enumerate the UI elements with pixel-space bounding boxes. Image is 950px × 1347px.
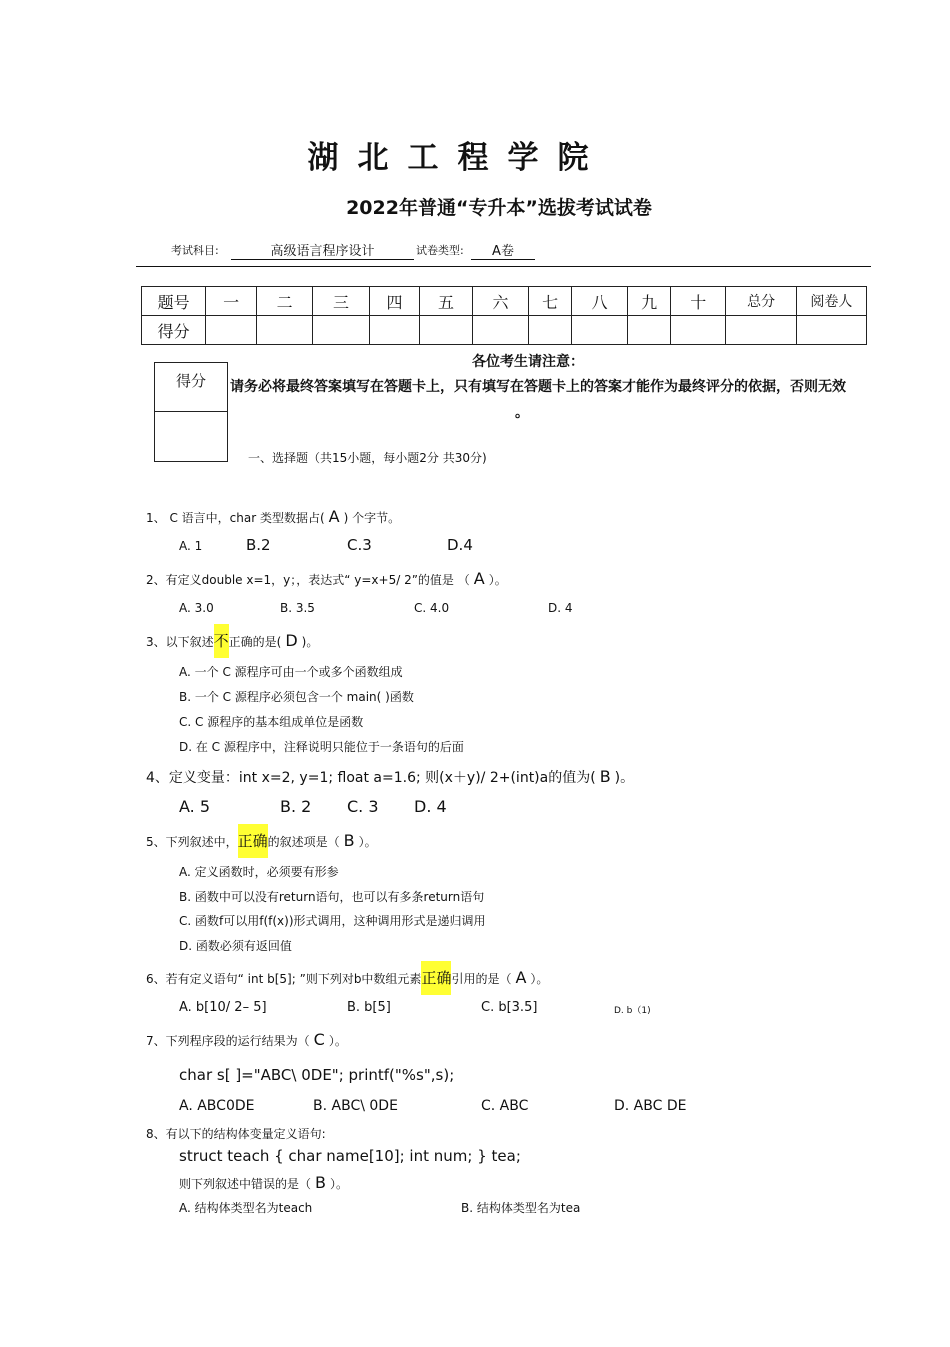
highlight-mark: 正确 (238, 824, 268, 858)
score-input-cell[interactable] (628, 316, 671, 345)
option-b: B. 一个 C 源程序必须包含一个 main( )函数 (179, 690, 414, 704)
question-text: 7、下列程序段的运行结果为（ (146, 1034, 310, 1048)
score-input-cell[interactable] (571, 316, 627, 345)
question-text: ）。 (488, 573, 507, 587)
question-3 (146, 630, 318, 651)
option-d: D. 4 (548, 601, 573, 615)
table-cell: 五 (420, 287, 473, 316)
question-1 (146, 507, 400, 526)
score-input-cell[interactable] (671, 316, 726, 345)
question-text: 引用的是（ (451, 972, 512, 986)
question-text: ）。 (330, 1177, 349, 1191)
exam-title: 2022年普通“专升本”选拔考试试卷 (346, 197, 652, 219)
question-text: )。 (614, 770, 635, 786)
notice-title: 各位考生请注意： (472, 354, 584, 370)
notice-end: 。 (515, 405, 529, 421)
option-c: C. ABC (481, 1098, 529, 1114)
answer-mark: D (285, 631, 298, 650)
question-text: ）。 (328, 1034, 347, 1048)
score-input-cell[interactable] (420, 316, 473, 345)
score-input-cell[interactable] (796, 316, 866, 345)
question-text: ）。 (358, 835, 377, 849)
option-d: D.4 (447, 536, 473, 554)
question-8: 8、有以下的结构体变量定义语句: (146, 1127, 326, 1141)
table-cell: 二 (256, 287, 312, 316)
table-cell: 一 (206, 287, 257, 316)
option-d: D. 在 C 源程序中，注释说明只能位于一条语句的后面 (179, 740, 464, 754)
paper-type-value: A卷 (471, 240, 535, 260)
score-input-cell[interactable] (369, 316, 420, 345)
score-table (141, 286, 867, 345)
option-a: A. b[10/ 2– 5] (179, 1000, 267, 1015)
question-text: 则下列叙述中错误的是（ (179, 1177, 312, 1191)
table-cell: 总分 (726, 287, 796, 316)
score-table-header-row (142, 287, 867, 316)
question-text: ）。 (530, 972, 549, 986)
option-a: A. 5 (179, 797, 211, 816)
table-cell: 题号 (142, 287, 206, 316)
option-b: B. 2 (280, 797, 312, 816)
table-cell: 阅卷人 (796, 287, 866, 316)
score-input-cell[interactable] (726, 316, 796, 345)
option-d: D. ABC DE (614, 1098, 687, 1114)
answer-mark: B (599, 767, 611, 786)
paper-type-label: 试卷类型: (416, 244, 464, 257)
score-input-cell[interactable] (206, 316, 257, 345)
header-rule (136, 266, 871, 267)
table-cell: 三 (313, 287, 369, 316)
answer-mark: A (515, 968, 527, 987)
question-6 (146, 967, 548, 988)
question-4 (146, 767, 634, 787)
section-score-box (154, 362, 228, 462)
score-input-cell[interactable] (313, 316, 369, 345)
table-cell: 十 (671, 287, 726, 316)
option-d: D. b（1) (614, 1006, 651, 1016)
question-7 (146, 1030, 347, 1049)
code-snippet: char s[ ]="ABC\ 0DE"; printf("%s",s); (179, 1066, 455, 1084)
answer-mark: B (343, 831, 355, 850)
code-snippet: struct teach { char name[10]; int num; } tea; (179, 1147, 521, 1165)
subject-label: 考试科目: (171, 244, 219, 257)
highlight-mark: 正确 (421, 961, 451, 995)
option-b: B. 结构体类型名为tea (461, 1201, 581, 1215)
option-a: A. 1 (179, 539, 203, 553)
option-c: C. C 源程序的基本组成单位是函数 (179, 715, 364, 729)
table-cell: 六 (472, 287, 528, 316)
option-d: D. 函数必须有返回值 (179, 939, 292, 953)
question-5 (146, 830, 377, 851)
score-input-cell[interactable] (529, 316, 572, 345)
table-cell: 四 (369, 287, 420, 316)
option-a: A. ABC0DE (179, 1098, 255, 1114)
option-b: B.2 (246, 536, 271, 554)
subject-value: 高级语言程序设计 (231, 240, 414, 260)
question-text: 6、若有定义语句“ int b[5]; ”则下列对b中数组元素 (146, 972, 422, 986)
question-2 (146, 569, 507, 588)
option-c: C. b[3.5] (481, 1000, 538, 1015)
school-title: 湖北工程学院 (307, 140, 608, 176)
option-a: A. 一个 C 源程序可由一个或多个函数组成 (179, 665, 403, 679)
option-c: C. 4.0 (414, 601, 450, 615)
option-a: A. 3.0 (179, 601, 214, 615)
table-cell: 得分 (142, 316, 206, 345)
question-text: 正确的是( (228, 635, 282, 649)
question-8-sub (179, 1173, 348, 1192)
option-b: B. b[5] (347, 1000, 391, 1015)
answer-mark: A (328, 507, 340, 526)
question-text: 5、下列叙述中， (146, 835, 238, 849)
score-input-cell[interactable] (256, 316, 312, 345)
table-cell: 八 (571, 287, 627, 316)
table-cell: 九 (628, 287, 671, 316)
option-b: B. 3.5 (280, 601, 315, 615)
answer-mark: C (313, 1030, 325, 1049)
option-b: B. ABC\ 0DE (313, 1098, 398, 1114)
question-text: ) 个字节。 (343, 511, 401, 525)
option-a: A. 结构体类型名为teach (179, 1201, 313, 1215)
question-text: 1、 C 语言中，char 类型数据占( (146, 511, 325, 525)
score-input-cell[interactable] (472, 316, 528, 345)
score-table-score-row (142, 316, 867, 345)
notice-text: 请务必将最终答案填写在答题卡上，只有填写在答题卡上的答案才能作为最终评分的依据，否则无效 (230, 379, 846, 395)
option-c: C. 函数f可以用f(f(x))形式调用，这种调用形式是递归调用 (179, 914, 486, 928)
question-text: 2、有定义double x=1，y；，表达式“ y=x+5/ 2”的值是 （ (146, 573, 470, 587)
option-c: C. 3 (347, 797, 379, 816)
question-text: )。 (301, 635, 319, 649)
option-b: B. 函数中可以没有return语句，也可以有多条return语句 (179, 890, 485, 904)
option-c: C.3 (347, 536, 372, 554)
answer-mark: A (473, 569, 485, 588)
option-a: A. 定义函数时，必须要有形参 (179, 865, 339, 879)
question-text: 4、定义变量：int x=2, y=1; float a=1.6; 则(x＋y)/ 2+(int)a的值为( (146, 770, 596, 786)
answer-mark: B (315, 1173, 326, 1192)
question-text: 的叙述项是（ (267, 835, 340, 849)
table-cell: 七 (529, 287, 572, 316)
question-text: 3、以下叙述 (146, 635, 214, 649)
section-heading: 一、选择题（共15小题，每小题2分 共30分) (248, 451, 487, 465)
score-box-label: 得分 (155, 363, 227, 412)
highlight-mark: 不 (214, 624, 229, 658)
option-d: D. 4 (414, 797, 447, 816)
